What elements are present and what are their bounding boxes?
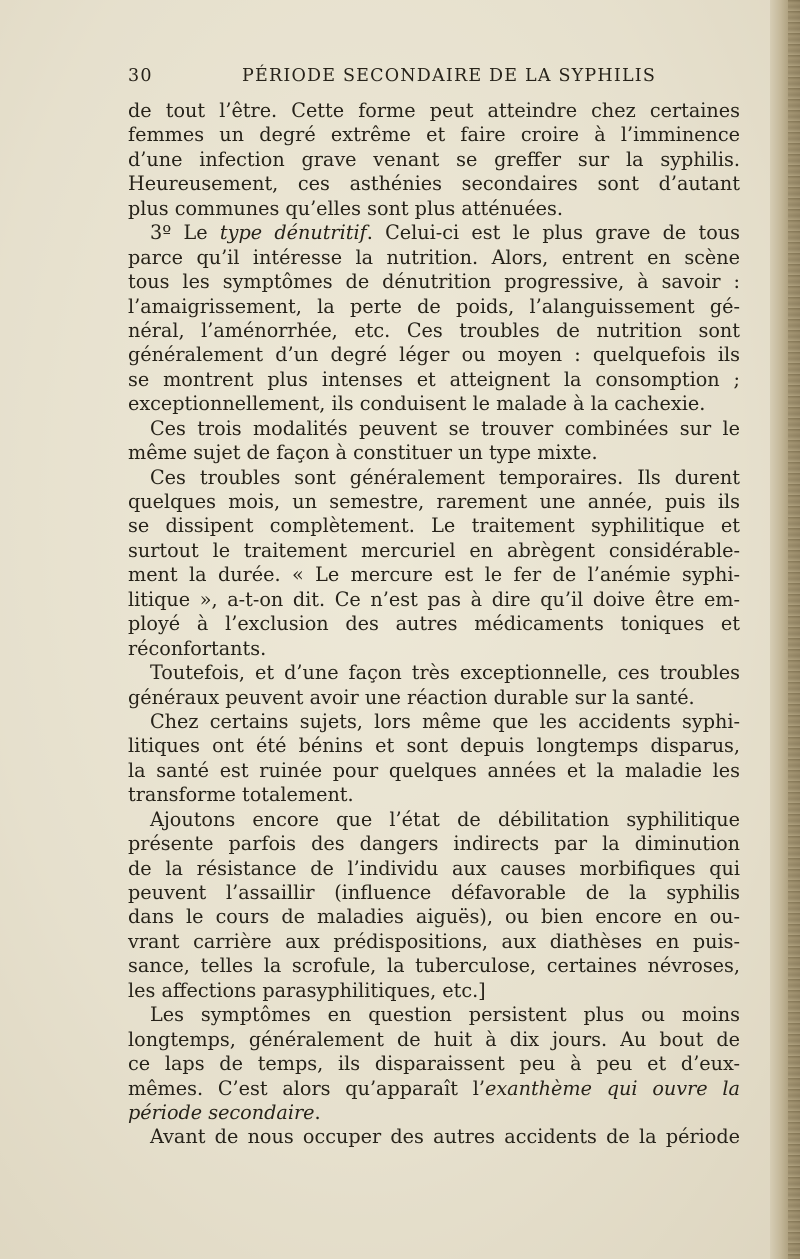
text-line xyxy=(128,710,740,734)
text-line xyxy=(128,563,740,587)
line-text: se dissipent complètement. Le traitement syphilitique et xyxy=(128,514,740,538)
text-line xyxy=(128,759,740,783)
line-text: Ajoutons encore que l’état de débilitation syphilitique xyxy=(150,807,740,831)
text-line xyxy=(128,1101,740,1125)
text-line xyxy=(128,588,740,612)
text-line xyxy=(128,368,740,392)
line-text: Les symptômes en question persistent plus ou moins xyxy=(150,1003,740,1027)
italic-text: période secondaire xyxy=(128,1100,315,1124)
line-text: vrant carrière aux prédispositions, aux diathèses en puis- xyxy=(128,929,740,953)
line-text: généraux peuvent avoir une réaction durable sur la santé. xyxy=(128,685,695,709)
running-title: PÉRIODE SECONDAIRE DE LA SYPHILIS xyxy=(242,66,657,86)
line-text: Toutefois, et d’une façon très exceptionnelle, ces troubles xyxy=(150,661,740,685)
line-text: sance, telles la scrofule, la tuberculose, certaines névroses, xyxy=(128,954,740,978)
text-line xyxy=(128,881,740,905)
line-text: réconfortants. xyxy=(128,636,267,660)
text-line xyxy=(128,319,740,343)
line-text: l’amaigrissement, la perte de poids, l’alanguissement gé- xyxy=(128,294,740,318)
text-line xyxy=(128,1077,740,1101)
text-line xyxy=(128,1125,740,1149)
text-line xyxy=(128,490,740,514)
italic-text: type dénutritif xyxy=(219,221,367,245)
text-line xyxy=(128,514,740,538)
line-text: femmes un degré extrême et faire croire à l’imminence xyxy=(128,123,740,147)
line-text: présente parfois des dangers indirects par la diminution xyxy=(128,832,740,856)
line-text: les affections parasyphilitiques, etc.] xyxy=(128,978,486,1002)
text-line xyxy=(128,832,740,856)
line-text: exceptionnellement, ils conduisent le malade à la cachexie. xyxy=(128,392,706,416)
line-text: même sujet de façon à constituer un type mixte. xyxy=(128,441,598,465)
text-line xyxy=(128,734,740,758)
line-text: Chez certains sujets, lors même que les accidents syphi- xyxy=(150,709,740,733)
line-text: tous les symptômes de dénutrition progressive, à savoir : xyxy=(128,270,740,294)
text-line xyxy=(128,295,740,319)
text-line xyxy=(128,270,740,294)
text-line xyxy=(128,954,740,978)
text-line xyxy=(128,343,740,367)
line-text: se montrent plus intenses et atteignent la consomption ; xyxy=(128,367,740,391)
line-text: transforme totalement. xyxy=(128,783,354,807)
text-line xyxy=(128,979,740,1003)
text-line xyxy=(128,221,740,245)
text-line xyxy=(128,661,740,685)
text-line xyxy=(128,148,740,172)
text-line xyxy=(128,905,740,929)
line-text: ment la durée. « Le mercure est le fer de l’anémie syphi- xyxy=(128,563,740,587)
line-text: néral, l’aménorrhée, etc. Ces troubles de nutrition sont xyxy=(128,318,740,342)
text-line xyxy=(128,783,740,807)
line-text: plus communes qu’elles sont plus atténuées. xyxy=(128,196,563,220)
line-text: Ces troubles sont généralement temporaires. Ils durent xyxy=(150,465,740,489)
line-text: la santé est ruinée pour quelques années et la maladie les xyxy=(128,758,740,782)
text-line xyxy=(128,857,740,881)
text-line xyxy=(128,1052,740,1076)
text-line xyxy=(128,172,740,196)
line-text: Avant de nous occuper des autres accidents de la période xyxy=(150,1125,740,1149)
line-text: généralement d’un degré léger ou moyen : quelquefois ils xyxy=(128,343,740,367)
text-line xyxy=(128,392,740,416)
text-line xyxy=(128,441,740,465)
line-text: . Celui-ci est le plus grave de tous xyxy=(366,221,740,245)
italic-text: exanthème qui ouvre la xyxy=(485,1076,740,1100)
line-text: surtout le traitement mercuriel en abrègent considérable- xyxy=(128,538,740,562)
line-text: 3º Le xyxy=(150,221,220,245)
text-line xyxy=(128,123,740,147)
text-line xyxy=(128,1028,740,1052)
text-line xyxy=(128,417,740,441)
running-header xyxy=(128,66,738,92)
text-line xyxy=(128,930,740,954)
line-text: litique », a-t-on dit. Ce n’est pas à dire qu’il doive être em- xyxy=(128,587,740,611)
line-text: . xyxy=(314,1100,321,1124)
line-text: d’une infection grave venant se greffer sur la syphilis. xyxy=(128,147,740,171)
text-line xyxy=(128,197,740,221)
text-line xyxy=(128,539,740,563)
page-number: 30 xyxy=(128,66,153,86)
text-line xyxy=(128,808,740,832)
line-text: quelques mois, un semestre, rarement une année, puis ils xyxy=(128,490,740,513)
line-text: de la résistance de l’individu aux causes morbifiques qui xyxy=(128,856,740,880)
spine-texture xyxy=(788,0,800,1259)
text-line xyxy=(128,612,740,636)
text-line xyxy=(128,466,740,490)
text-line xyxy=(128,637,740,661)
line-text: ployé à l’exclusion des autres médicaments toniques et xyxy=(128,612,740,636)
line-text: Heureusement, ces asthénies secondaires sont d’autant xyxy=(128,172,740,196)
line-text: mêmes. C’est alors qu’apparaît l’ xyxy=(128,1076,485,1100)
line-text: parce qu’il intéresse la nutrition. Alors, entrent en scène xyxy=(128,245,740,269)
text-line xyxy=(128,246,740,270)
line-text: peuvent l’assaillir (influence défavorable de la syphilis xyxy=(128,881,740,904)
book-spine-edge xyxy=(770,0,800,1259)
line-text: de tout l’être. Cette forme peut atteindre chez certaines xyxy=(128,99,740,122)
line-text: ce laps de temps, ils disparaissent peu à peu et d’eux- xyxy=(128,1052,740,1076)
line-text: Ces trois modalités peuvent se trouver combinées sur le xyxy=(150,416,740,440)
line-text: dans le cours de maladies aiguës), ou bien encore en ou- xyxy=(128,905,740,929)
text-line xyxy=(128,99,740,123)
text-line xyxy=(128,1003,740,1027)
body-text xyxy=(128,99,740,1150)
line-text: longtemps, généralement de huit à dix jours. Au bout de xyxy=(128,1027,740,1051)
text-line xyxy=(128,686,740,710)
line-text: litiques ont été bénins et sont depuis longtemps disparus, xyxy=(128,734,740,758)
